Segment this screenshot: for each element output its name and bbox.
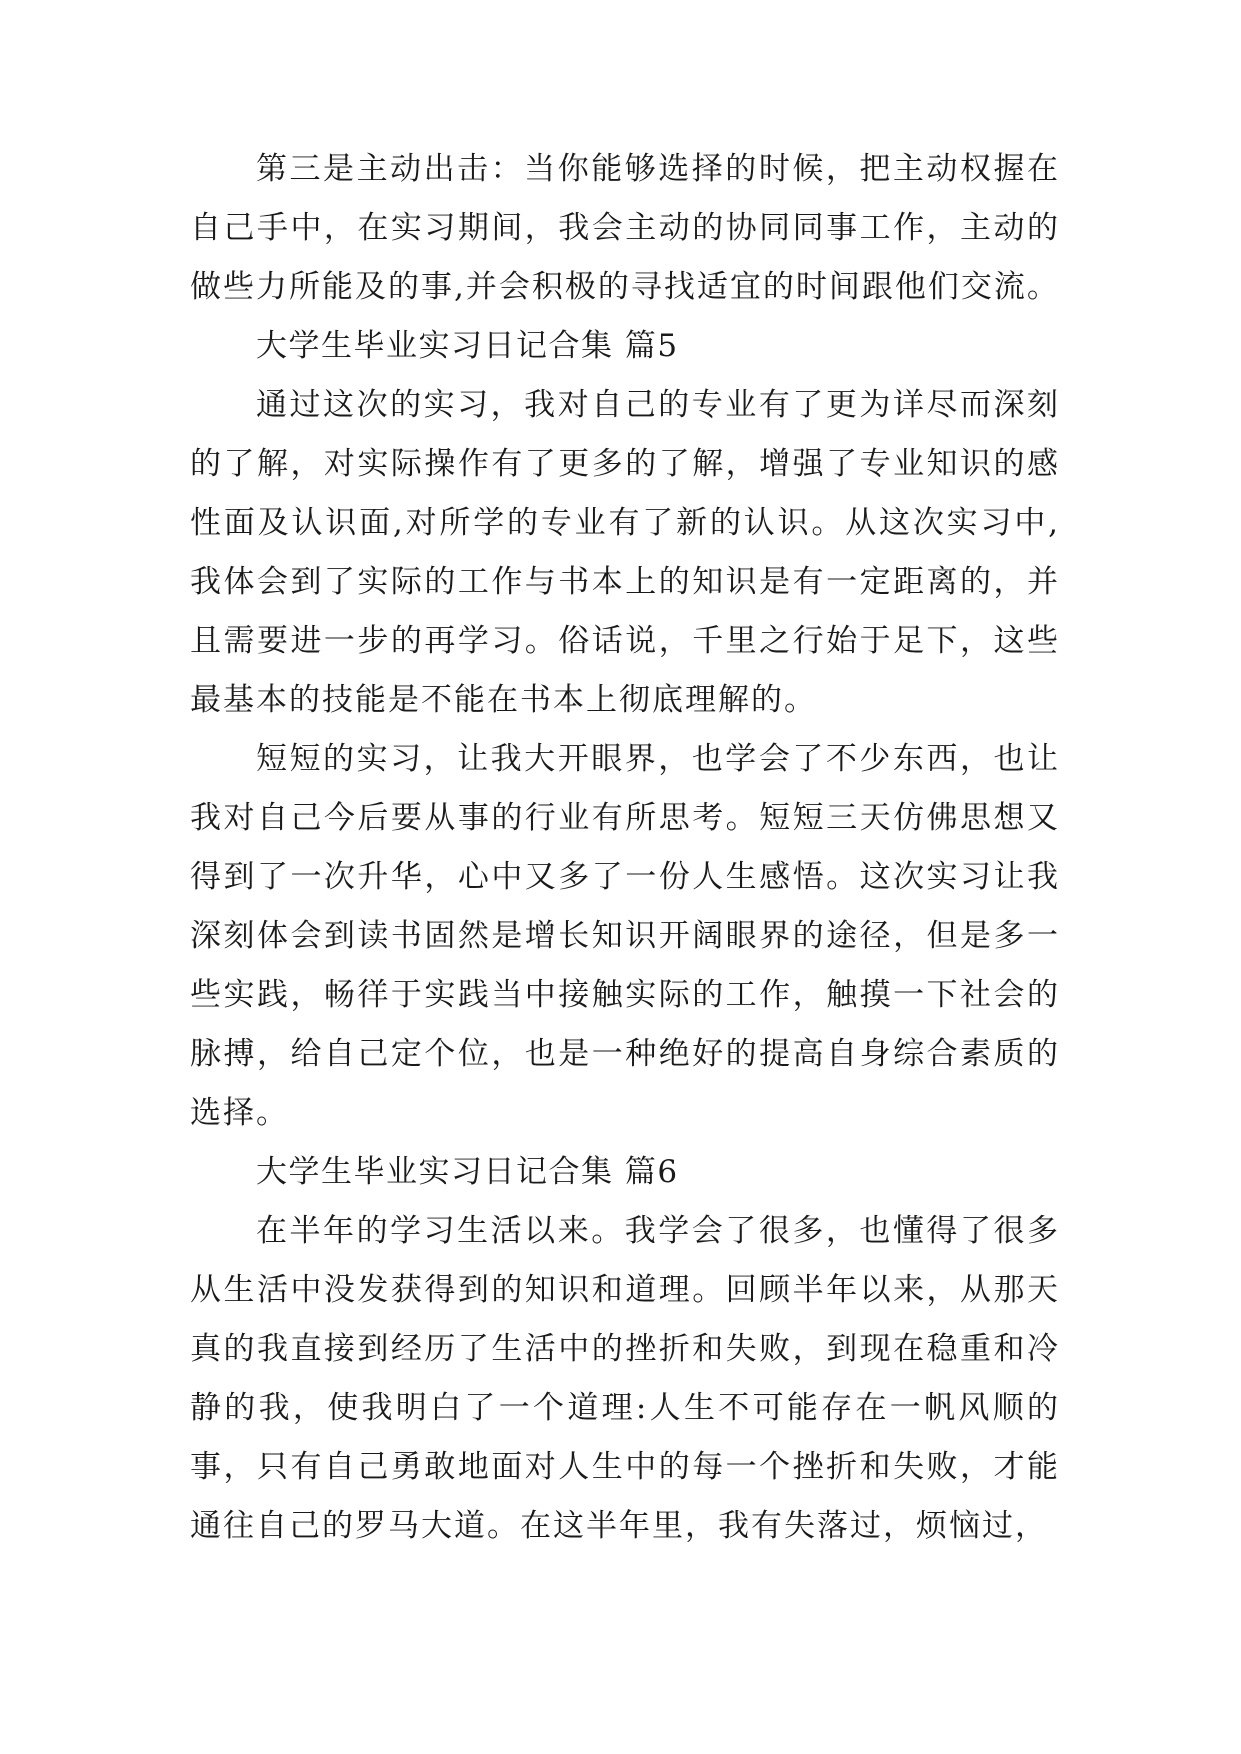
paragraph-initiative: 第三是主动出击：当你能够选择的时候，把主动权握在自己手中，在实习期间，我会主动的协同同事工作，主动的做些力所能及的事,并会积极的寻找适宜的时间跟他们交流。 [190, 151, 1060, 305]
document-body [190, 140, 1060, 1556]
paragraph-half-year: 在半年的学习生活以来。我学会了很多，也懂得了很多从生活中没发获得到的知识和道理。回顾半年以来，从那天真的我直接到经历了生活中的挫折和失败，到现在稳重和冷静的我，使我明白了一个道理:人生不可能存在一帆风顺的事，只有自己勇敢地面对人生中的每一个挫折和失败，才能通往自己的罗马大道。在这半年里，我有失落过，烦恼过， [190, 1213, 1060, 1544]
paragraph-short-internship: 短短的实习，让我大开眼界，也学会了不少东西，也让我对自己今后要从事的行业有所思考。短短三天仿佛思想又得到了一次升华，心中又多了一份人生感悟。这次实习让我深刻体会到读书固然是增长知识开阔眼界的途径，但是多一些实践，畅徉于实践当中接触实际的工作，触摸一下社会的脉搏，给自己定个位，也是一种绝好的提高自身综合素质的选择。 [190, 741, 1060, 1131]
section-heading-6: 大学生毕业实习日记合集 篇6 [256, 1154, 679, 1190]
paragraph-internship-understanding: 通过这次的实习，我对自己的专业有了更为详尽而深刻的了解，对实际操作有了更多的了解，增强了专业知识的感性面及认识面,对所学的专业有了新的认识。从这次实习中,我体会到了实际的工作与书本上的知识是有一定距离的，并且需要进一步的再学习。俗话说，千里之行始于足下，这些最基本的技能是不能在书本上彻底理解的。 [190, 387, 1060, 718]
section-heading-5: 大学生毕业实习日记合集 篇5 [256, 328, 679, 364]
